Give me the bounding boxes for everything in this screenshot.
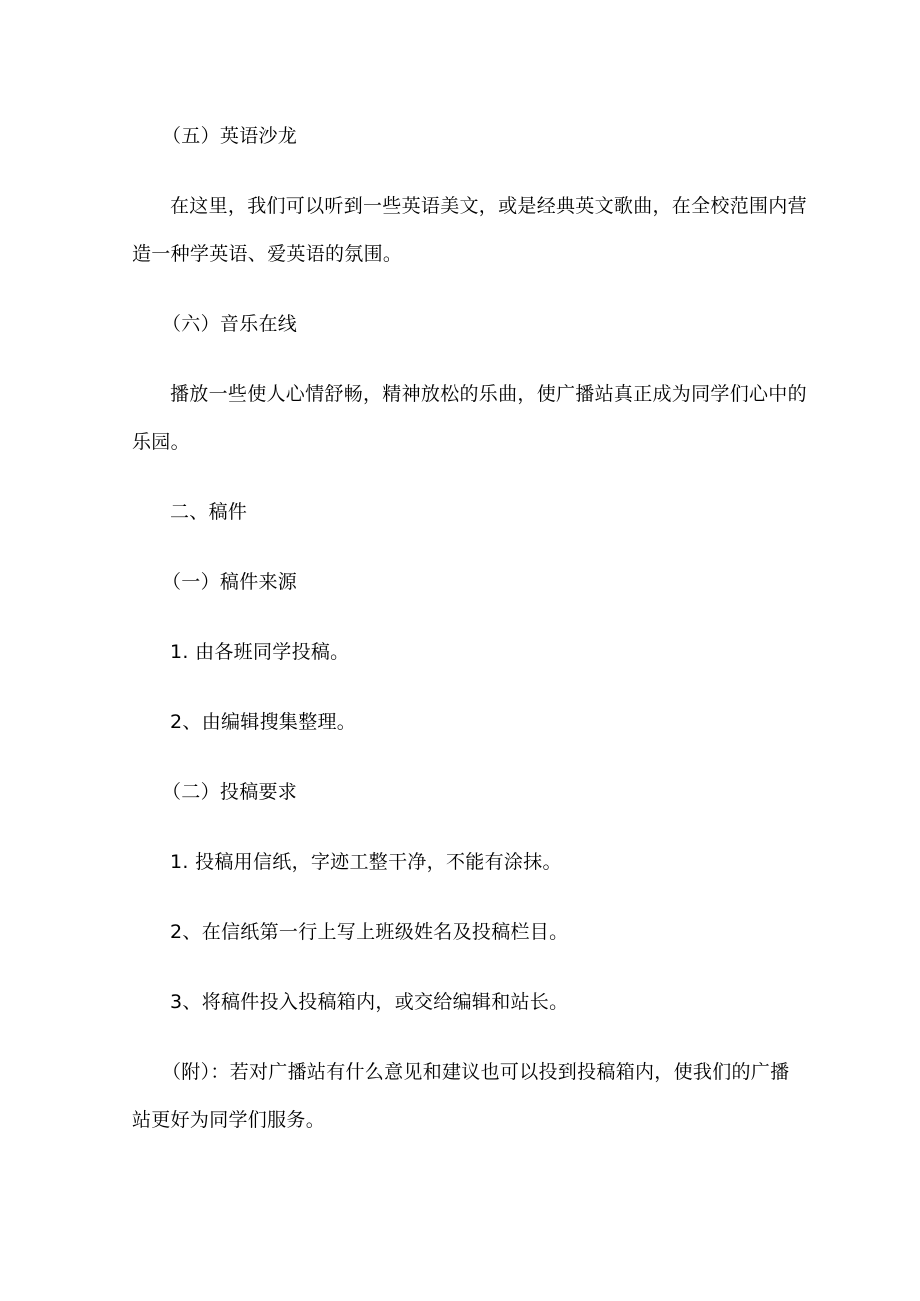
paragraph-music-online-line-2: 乐园。: [132, 431, 190, 453]
appendix-note-line-1: （附）：若对广播站有什么意见和建议也可以投到投稿箱内，使我们的广播: [162, 1061, 790, 1083]
subsection-heading-submission-requirements: （二）投稿要求: [162, 781, 298, 803]
list-item-source-2: 2、由编辑搜集整理。: [170, 711, 357, 733]
section-heading-music-online: （六）音乐在线: [162, 313, 298, 335]
appendix-note-line-2: 站更好为同学们服务。: [132, 1109, 326, 1131]
list-item-requirement-1: 1. 投稿用信纸，字迹工整干净，不能有涂抹。: [170, 851, 562, 873]
section-heading-english-salon: （五）英语沙龙: [162, 125, 298, 147]
paragraph-music-online-line-1: 播放一些使人心情舒畅，精神放松的乐曲，使广播站真正成为同学们心中的: [170, 383, 807, 405]
subsection-heading-manuscript-source: （一）稿件来源: [162, 571, 298, 593]
part-heading-manuscripts: 二、稿件: [170, 501, 248, 523]
list-item-requirement-3: 3、将稿件投入投稿箱内，或交给编辑和站长。: [170, 991, 569, 1013]
list-item-source-1: 1. 由各班同学投稿。: [170, 641, 350, 663]
paragraph-english-salon-line-1: 在这里，我们可以听到一些英语美文，或是经典英文歌曲，在全校范围内营: [170, 195, 807, 217]
list-item-requirement-2: 2、在信纸第一行上写上班级姓名及投稿栏目。: [170, 921, 569, 943]
paragraph-english-salon-line-2: 造一种学英语、爱英语的氛围。: [132, 243, 403, 265]
